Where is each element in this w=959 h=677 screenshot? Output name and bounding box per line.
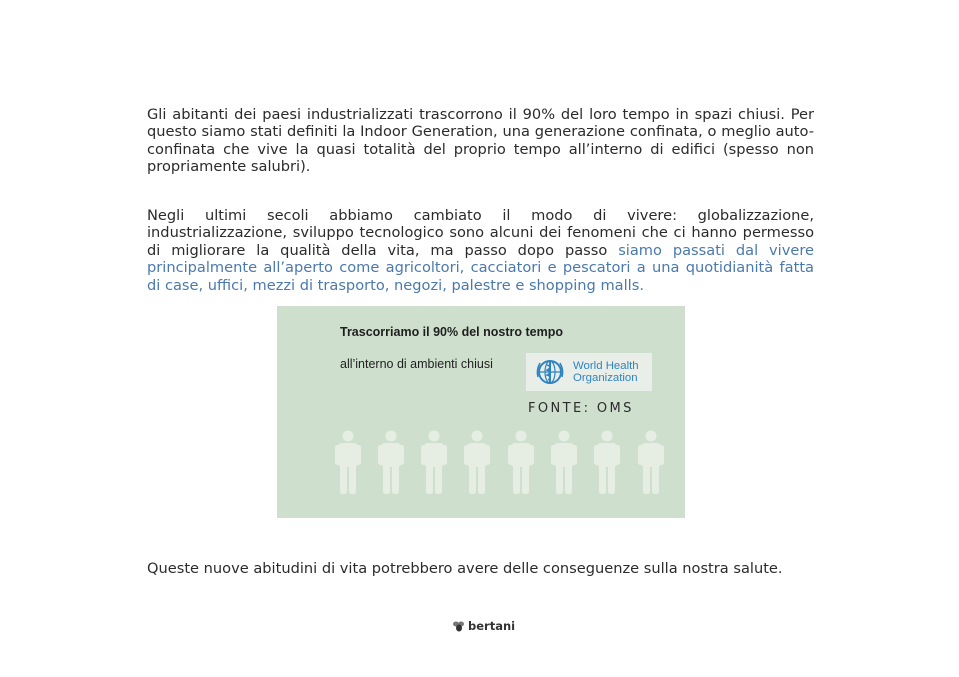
footer-logo xyxy=(452,619,515,633)
figure-source: FONTE: OMS xyxy=(528,401,634,416)
figure-title: Trascorriamo il 90% del nostro tempo xyxy=(340,325,563,339)
person-figure-icon xyxy=(421,430,447,494)
footer-logo-text: bertani xyxy=(468,619,516,633)
person-figure-icon xyxy=(378,430,404,494)
history-paragraph xyxy=(147,207,814,295)
infographic-figure xyxy=(277,306,685,518)
person-figure-icon xyxy=(508,430,534,494)
history-paragraph-text: Negli ultimi secoli abbiamo cambiato il modo di vivere: globalizzazione, industrializzazione, sviluppo tecnologico sono alcuni dei fenomeni che ci hanno permesso di migliorare la qualità della vita, ma passo dopo passo xyxy=(147,206,814,259)
figure-subtitle: all’interno di ambienti chiusi xyxy=(340,357,493,371)
person-figure-icon xyxy=(638,430,664,494)
who-logo-text: World Health Organization xyxy=(573,360,639,384)
person-figure-icon xyxy=(464,430,490,494)
person-figure-icon xyxy=(551,430,577,494)
who-logo xyxy=(526,353,652,391)
person-figure-icon xyxy=(335,430,361,494)
person-figure-icon xyxy=(594,430,620,494)
bee-icon xyxy=(452,620,466,632)
history-paragraph-highlight: siamo passati dal vivere principalmente all’aperto come agricoltori, cacciatori e pescatori a una quotidianità fatta di case, uffici, mezzi di trasporto, negozi, palestre e shopping malls. xyxy=(147,241,814,294)
closing-paragraph: Queste nuove abitudini di vita potrebbero avere delle conseguenze sulla nostra salute. xyxy=(147,559,783,577)
who-emblem-icon xyxy=(534,357,566,387)
intro-paragraph: Gli abitanti dei paesi industrializzati trascorrono il 90% del loro tempo in spazi chiusi. Per questo siamo stati definiti la Indoor Generation, una generazione confinata, o meglio auto-confinata che vive la quasi totalità del proprio tempo all’interno di edifici (spesso non propriamente salubri). xyxy=(147,105,814,176)
